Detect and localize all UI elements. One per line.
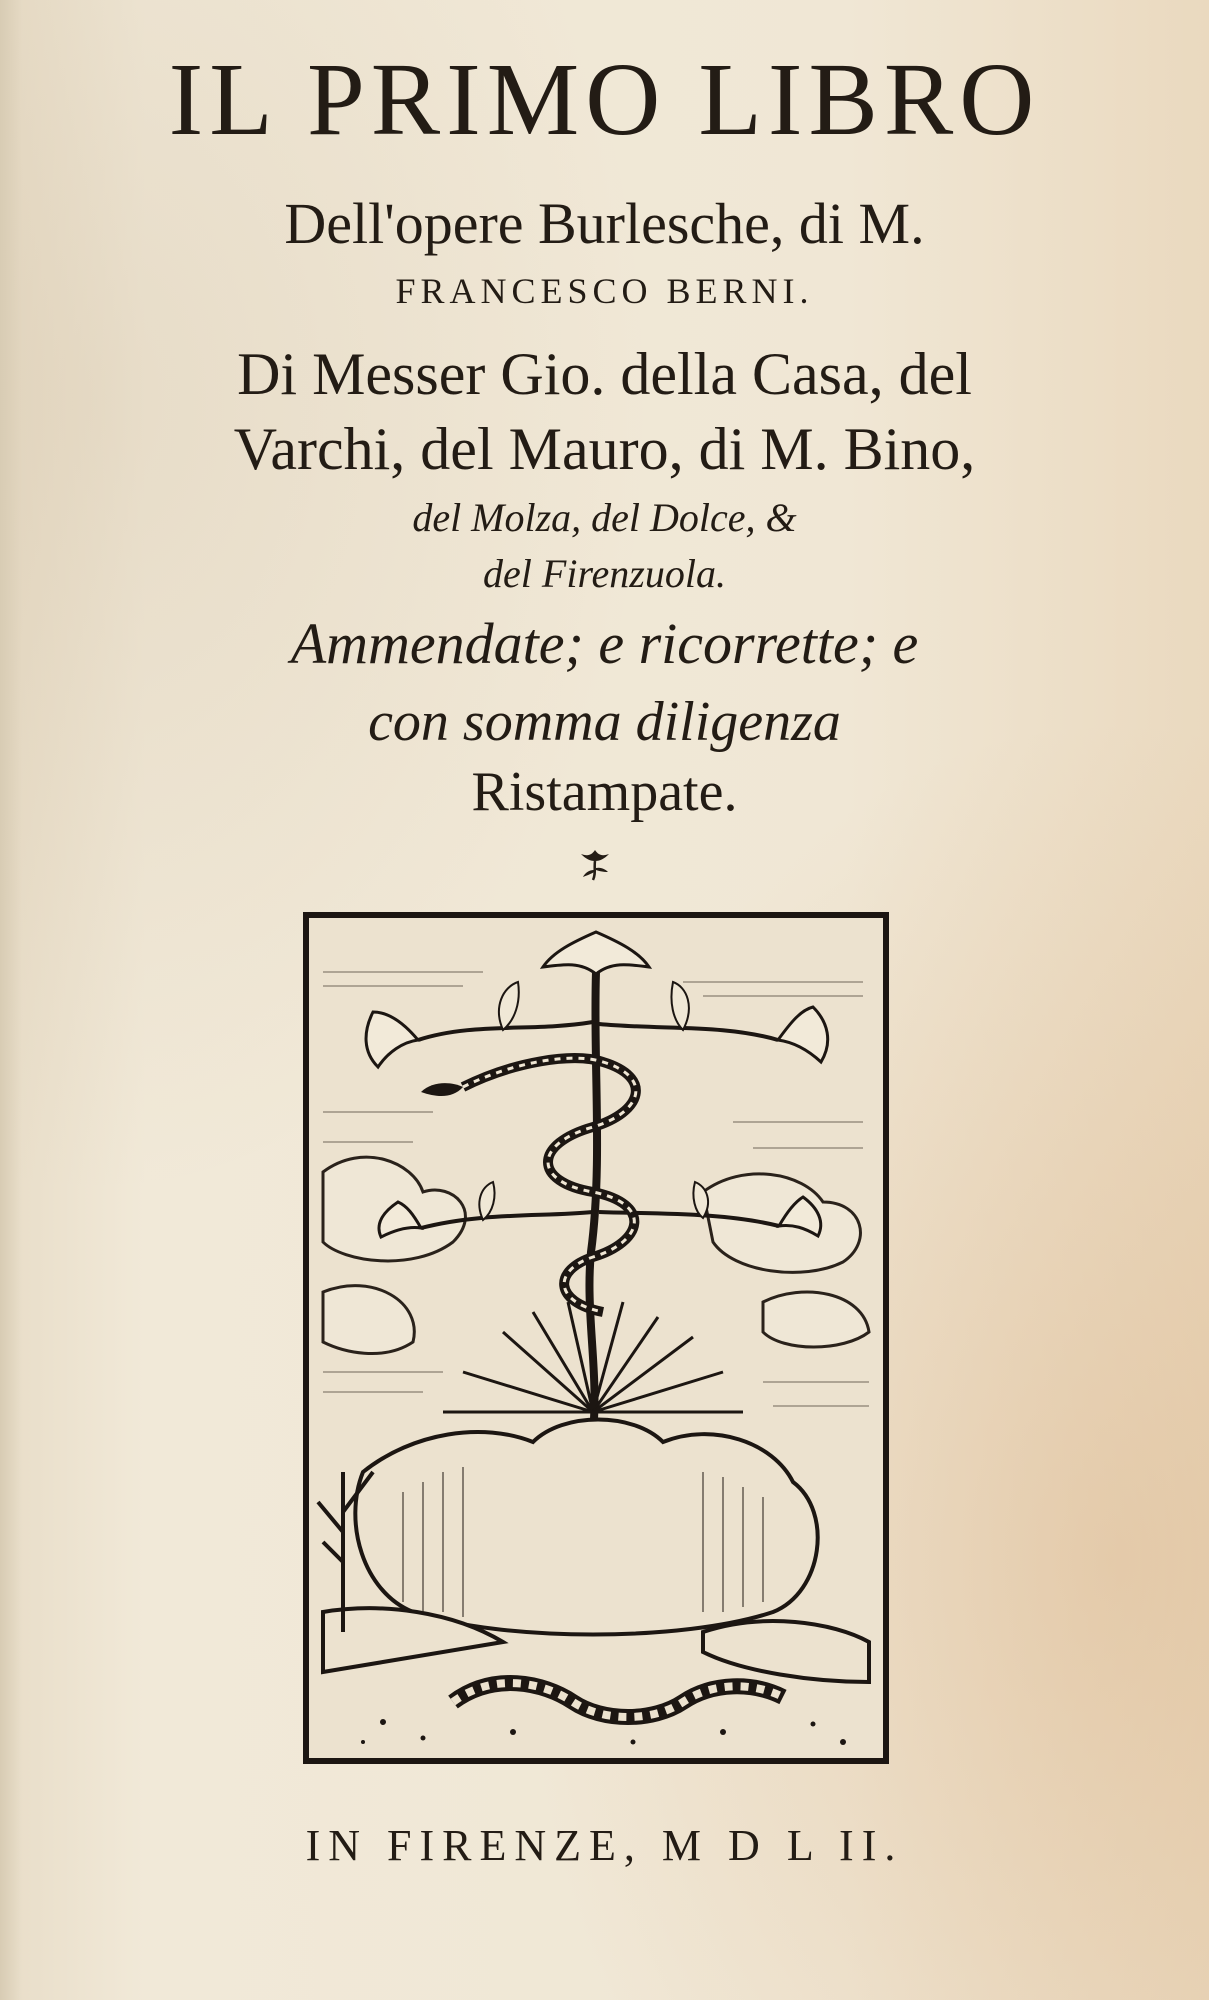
serpent-and-lily-woodcut	[303, 912, 889, 1764]
contributors-line-2: Varchi, del Mauro, di M. Bino,	[233, 416, 976, 482]
subtitle-line: Dell'opere Burlesche, di M.	[284, 191, 925, 256]
contributors-line-1: Di Messer Gio. della Casa, del	[237, 341, 972, 407]
author-name: FRANCESCO BERNI.	[395, 271, 814, 311]
fleuron-icon	[577, 848, 613, 882]
contributors-line-4: del Firenzuola.	[483, 551, 726, 596]
edition-note-2: con somma diligenza	[368, 691, 841, 753]
imprint: IN FIRENZE, M D L II.	[305, 1821, 904, 1870]
contributors-line-3: del Molza, del Dolce, &	[412, 495, 797, 540]
edition-note-3: Ristampate.	[471, 761, 738, 823]
main-title: IL PRIMO LIBRO	[168, 42, 1041, 157]
edition-note-1: Ammendate; e ricorrette; e	[290, 611, 919, 676]
